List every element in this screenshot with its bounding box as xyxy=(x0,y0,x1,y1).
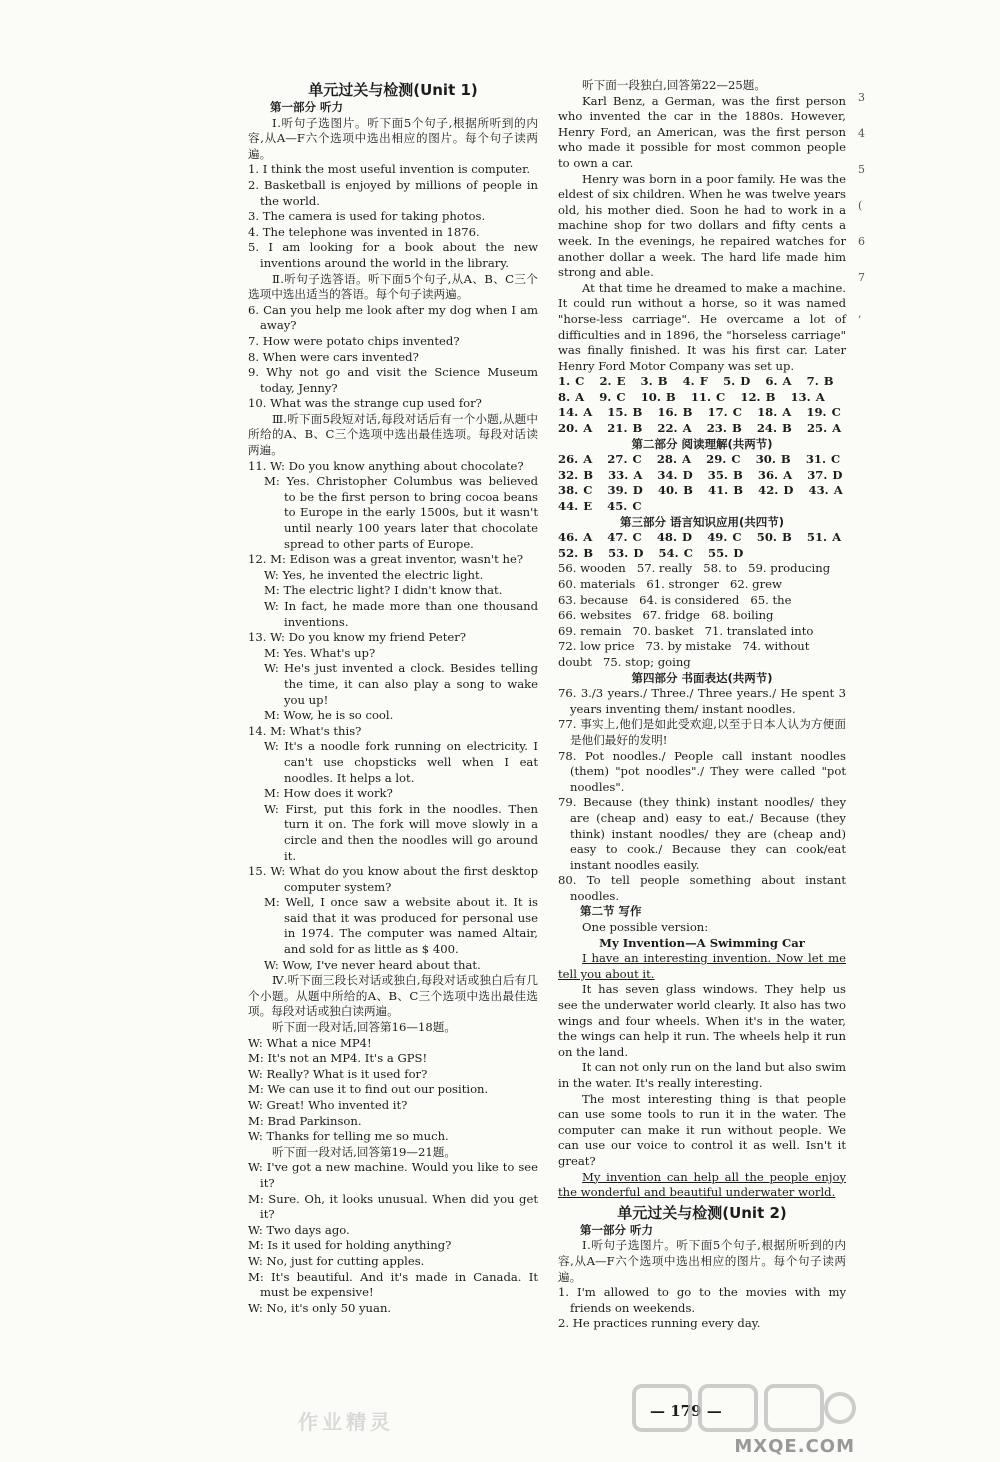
dialog-11 xyxy=(248,459,538,553)
monologue-paragraph: Karl Benz, a German, was the first person who invented the car in the 1880s. However, Henry Ford, an American, was the first person who made it possible for most common people to own a car. xyxy=(558,93,846,170)
dialog-line: W: Thanks for telling me so much. xyxy=(248,1129,449,1144)
dialog-line: W: He's just invented a clock. Besides telling the time, it can also play a song to wake you up! xyxy=(264,661,538,707)
answer-row: 44. E 45. C xyxy=(558,499,642,514)
dialog-line: W: Great! Who invented it? xyxy=(248,1098,408,1112)
dialog-line: M: Brad Parkinson. xyxy=(248,1113,362,1128)
answer-row: 72. low price 73. by mistake 74. without xyxy=(558,639,810,654)
right-column xyxy=(558,78,846,1332)
dialog-line: 15. W: What do you know about the first desktop computer system? xyxy=(248,864,538,894)
unit2-part1-heading: 第一部分 听力 xyxy=(580,1222,654,1237)
dialog-line: 13. W: Do you know my friend Peter? xyxy=(248,630,466,645)
essay-paragraph: It has seven glass windows. They help us see the underwater world clearly. It also has two wings and four wheels. When it's in the water, the wings can help it run. The wheels help it run on the land. xyxy=(558,982,846,1059)
monologue-paragraph: Henry was born in a poor family. He was the eldest of six children. When he was twelve years old, his mother died. Soon he had to work in a machine shop for two dollars and fifty cents a week. In the evenings, he repaired watches for another dollar a week. The hard life made him strong and able. xyxy=(558,171,846,280)
part1-heading: 第一部分 听力 xyxy=(270,100,344,114)
answer-row: 63. because 64. is considered 65. the xyxy=(558,592,792,607)
page-edge-marks: 3 4 5 ( 6 7 , xyxy=(858,91,865,320)
answer-row: 8. A 9. C 10. B 11. C 12. B 13. A xyxy=(558,389,825,404)
list-item: 4. The telephone was invented in 1876. xyxy=(248,224,480,239)
list-item: 5. I am looking for a book about the new inventions around the world in the library. xyxy=(248,240,538,270)
dialog-line: W: Wow, I've never heard about that. xyxy=(264,957,481,972)
long-dialog-2 xyxy=(248,1160,538,1316)
dialog-line: W: It's a noodle fork running on electricity. I can't use chopsticks well when I eat noodles. It helps a lot. xyxy=(264,739,538,785)
dialog-line: 14. M: What's this? xyxy=(248,723,362,738)
list-item: 3. The camera is used for taking photos. xyxy=(248,209,486,224)
possible-version-label: One possible version: xyxy=(582,920,709,935)
list-item: 78. Pot noodles./ People call instant noodles (them) "pot noodles"./ They were called "pot noodles". xyxy=(558,748,846,794)
list-item: 77. 事实上,他们是如此受欢迎,以至于日本人认为方便面是他们最好的发明! xyxy=(558,717,846,747)
section2-items xyxy=(248,303,538,412)
language-answers xyxy=(558,530,846,561)
answer-row: 69. remain 70. basket 71. translated into xyxy=(558,623,814,638)
part3-heading: 第三部分 语言知识应用(共四节) xyxy=(619,514,784,529)
answer-row: 32. B 33. A 34. D 35. B 36. A 37. D xyxy=(558,467,843,482)
section1-items xyxy=(248,162,538,271)
dialog-line: M: How does it work? xyxy=(264,786,393,801)
dialog-line: M: Wow, he is so cool. xyxy=(264,708,394,723)
dialog-15 xyxy=(248,864,538,973)
dialog-line: W: First, put this fork in the noodles. Then turn it on. The fork will move slowly in a circle and then the noodles will go around it. xyxy=(264,801,538,863)
dialog-line: W: No, it's only 50 yuan. xyxy=(248,1300,392,1315)
list-item: 80. To tell people something about instant noodles. xyxy=(558,873,846,903)
reading-answers xyxy=(558,452,846,514)
listening-answers xyxy=(558,374,846,436)
long-dialog-1-intro: 听下面一段对话,回答第16—18题。 xyxy=(272,1020,456,1035)
list-item: 10. What was the strange cup used for? xyxy=(248,396,482,411)
essay-paragraph: It can not only run on the land but also swim in the water. It's really interesting. xyxy=(558,1060,846,1090)
essay-title: My Invention—A Swimming Car xyxy=(599,935,805,950)
monologue-intro: 听下面一段独白,回答第22—25题。 xyxy=(582,78,766,92)
dialog-14 xyxy=(248,724,538,864)
answer-row: 66. websites 67. fridge 68. boiling xyxy=(558,608,774,623)
unit2-title: 单元过关与检测(Unit 2) xyxy=(617,1203,787,1222)
long-dialog-2-intro: 听下面一段对话,回答第19—21题。 xyxy=(272,1144,456,1159)
list-item: 7. How were potato chips invented? xyxy=(248,333,460,348)
dialog-line: W: No, just for cutting apples. xyxy=(248,1253,425,1268)
long-dialog-1 xyxy=(248,1036,538,1145)
dialog-12 xyxy=(248,552,538,630)
dialog-line: M: It's beautiful. And it's made in Canada. It must be expensive! xyxy=(248,1269,538,1300)
dialog-line: M: Is it used for holding anything? xyxy=(248,1238,452,1253)
unit1-title: 单元过关与检测(Unit 1) xyxy=(308,81,478,99)
watermark-text: MXQE.COM xyxy=(734,1436,855,1457)
list-item: 1. I think the most useful invention is computer. xyxy=(248,162,531,177)
list-item: 6. Can you help me look after my dog when I am away? xyxy=(248,302,538,333)
section3-instructions: Ⅲ.听下面5段短对话,每段对话后有一个小题,从题中所给的A、B、C三个选项中选出最佳选项。每段对话读两遍。 xyxy=(248,411,538,458)
section4-instructions: Ⅳ.听下面三段长对话或独白,每段对话或独白后有几个小题。从题中所给的A、B、C三个选项中选出最佳选项。每段对话或独白读两遍。 xyxy=(248,973,538,1019)
answer-row: 26. A 27. C 28. A 29. C 30. B 31. C xyxy=(558,452,841,467)
dialog-line: W: Two days ago. xyxy=(248,1222,350,1237)
dialog-line: M: We can use it to find out our position. xyxy=(248,1082,489,1097)
list-item: 2. He practices running every day. xyxy=(558,1316,761,1331)
dialog-line: W: Yes, he invented the electric light. xyxy=(264,567,484,582)
left-column xyxy=(248,78,538,1316)
part4-heading: 第四部分 书面表达(共两节) xyxy=(631,670,773,685)
answer-row: 46. A 47. C 48. D 49. C 50. B 51. A xyxy=(558,530,842,545)
answer-row: 14. A 15. B 16. B 17. C 18. A 19. C xyxy=(558,405,841,420)
monologue-paragraph: At that time he dreamed to make a machine. It could run without a horse, so it was named "horse-less carriage". He overcame a lot of difficulties and in 1896, the "horseless carriage" was finally finished. It was his first car. Later Henry Ford Motor Company was set up. xyxy=(558,280,846,373)
list-item: 2. Basketball is enjoyed by millions of people in the world. xyxy=(248,177,538,208)
dialog-line: 12. M: Edison was a great inventor, wasn't he? xyxy=(248,552,524,567)
unit2-instructions: Ⅰ.听句子选图片。听下面5个句子,根据所听到的内容,从A—F六个选项中选出相应的图片。每个句子读两遍。 xyxy=(558,1238,846,1284)
dialog-line: 11. W: Do you know anything about chocolate? xyxy=(248,458,524,473)
dialog-13 xyxy=(248,630,538,724)
dialog-line: W: I've got a new machine. Would you like to see it? xyxy=(248,1160,538,1190)
dialog-line: W: Really? What is it used for? xyxy=(248,1066,428,1081)
list-item: 1. I'm allowed to go to the movies with my friends on weekends. xyxy=(558,1285,846,1315)
dialog-line: M: The electric light? I didn't know that. xyxy=(264,583,503,598)
list-item: 79. Because (they think) instant noodles/ they are (cheap and) easy to eat./ Because (they think) instant noodles/ they are (cheap and) easy to cook./ Because they can cook/eat instant noodles easily. xyxy=(558,795,846,872)
section1-instructions: Ⅰ.听句子选图片。听下面5个句子,根据所听到的内容,从A—F六个选项中选出相应的图片。每个句子读两遍。 xyxy=(248,115,538,161)
list-item: 9. Why not go and visit the Science Museum today, Jenny? xyxy=(248,365,538,395)
section2-instructions: Ⅱ.听句子选答语。听下面5个句子,从A、B、C三个选项中选出适当的答语。每个句子读两遍。 xyxy=(248,271,538,302)
writing-answers xyxy=(558,686,846,904)
dialog-line: M: Well, I once saw a website about it. It is said that it was produced for personal use in 1974. The computer was named Altair, and sold for as little as $ 400. xyxy=(264,895,538,957)
answer-row: 56. wooden 57. really 58. to 59. producing xyxy=(558,561,831,576)
answer-row: 52. B 53. D 54. C 55. D xyxy=(558,545,744,560)
answer-row: 1. C 2. E 3. B 4. F 5. D 6. A 7. B xyxy=(558,374,834,389)
list-item: 8. When were cars invented? xyxy=(248,349,419,364)
essay-paragraph: The most interesting thing is that people can use some tools to run it in the water. The computer can make it run without people. We can use our voice to control it as well. Isn't it great? xyxy=(558,1091,846,1168)
dialog-line: M: Sure. Oh, it looks unusual. When did you get it? xyxy=(248,1191,538,1222)
fill-answers xyxy=(558,561,846,670)
page-number: — 179 — xyxy=(650,1402,722,1420)
answer-row: doubt 75. stop; going xyxy=(558,654,691,669)
list-item: 76. 3./3 years./ Three./ Three years./ He spent 3 years inventing them/ instant noodles. xyxy=(558,686,846,716)
dialog-line: W: What a nice MP4! xyxy=(248,1035,372,1050)
dialog-line: W: In fact, he made more than one thousand inventions. xyxy=(264,599,538,629)
dialog-line: M: Yes. What's up? xyxy=(264,645,376,660)
answer-row: 60. materials 61. stronger 62. grew xyxy=(558,577,782,591)
essay-closing: My invention can help all the people enjoy the wonderful and beautiful underwater world. xyxy=(558,1169,846,1200)
dialog-line: M: It's not an MP4. It's a GPS! xyxy=(248,1051,428,1066)
dialog-line: M: Yes. Christopher Columbus was believed to be the first person to bring cocoa beans to Europe in the early 1500s, but it wasn't until nearly 100 years later that chocolate spread to other parts of Europe. xyxy=(264,474,538,551)
faint-stamp: 作业精灵 xyxy=(298,1410,394,1434)
part2-heading: 第二部分 阅读理解(共两节) xyxy=(631,436,773,451)
essay-opening: I have an interesting invention. Now let me tell you about it. xyxy=(558,951,846,981)
writing-section-heading: 第二节 写作 xyxy=(580,904,642,919)
answer-row: 20. A 21. B 22. A 23. B 24. B 25. A xyxy=(558,421,842,436)
answer-row: 38. C 39. D 40. B 41. B 42. D 43. A xyxy=(558,483,843,498)
